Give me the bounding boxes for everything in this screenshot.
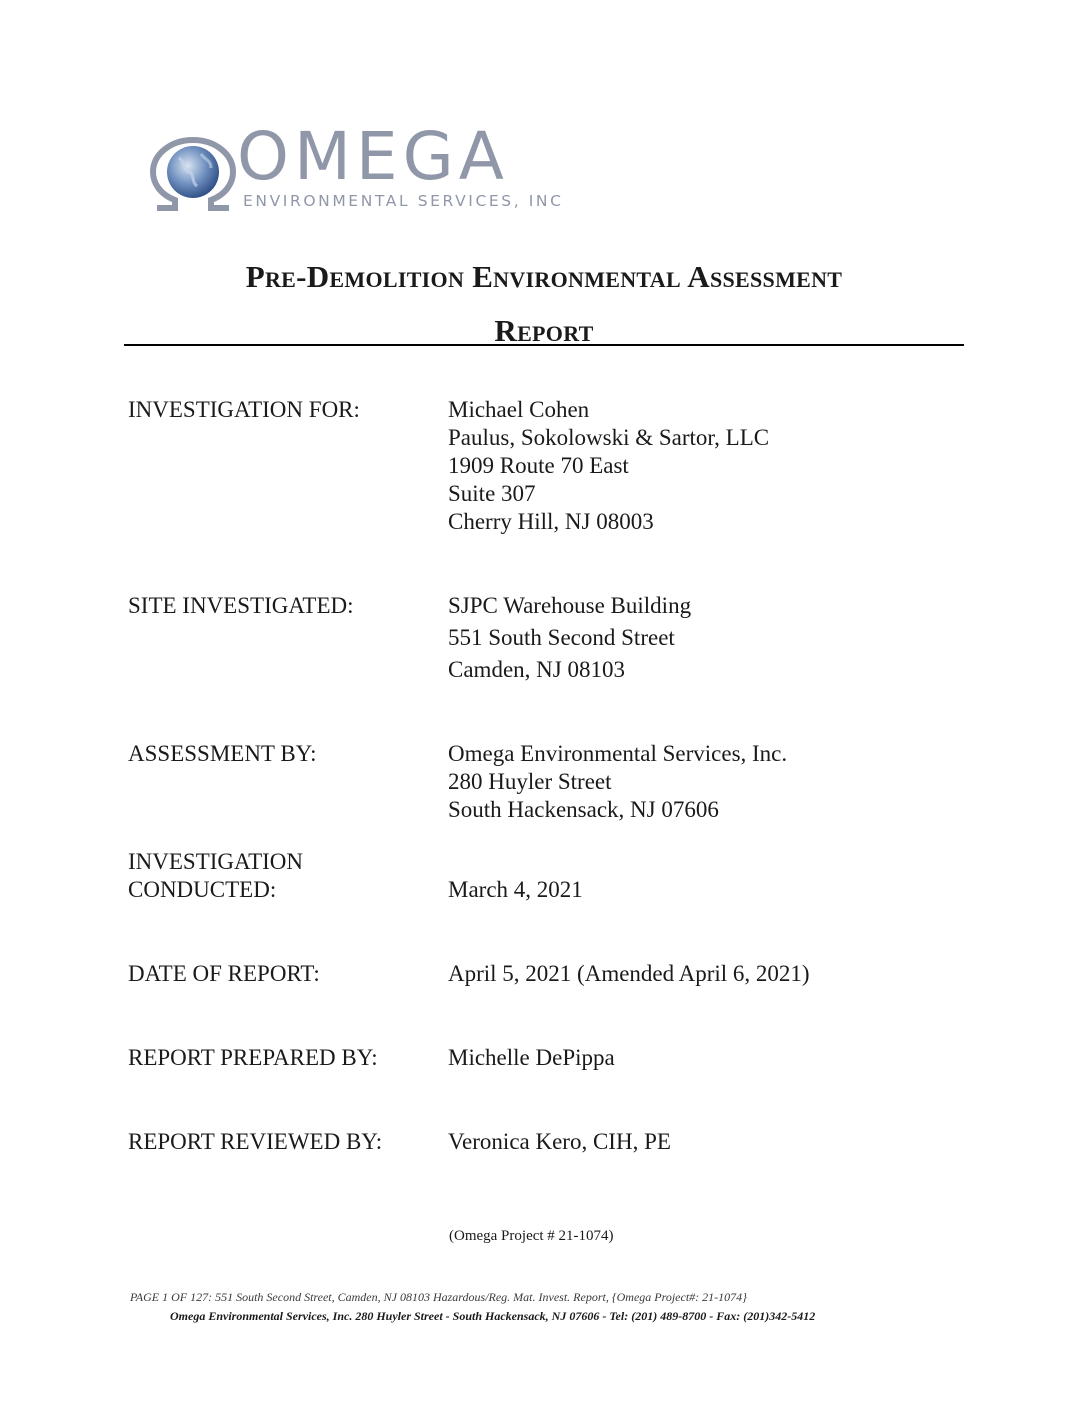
report-title-line1: Pre-Demolition Environmental Assessment xyxy=(245,259,843,294)
investigation-for-line: Michael Cohen xyxy=(448,397,590,422)
investigation-conducted-value: March 4, 2021 xyxy=(448,877,583,902)
assessment-by-line: 280 Huyler Street xyxy=(448,769,612,794)
project-number: (Omega Project # 21-1074) xyxy=(449,1228,614,1244)
company-logo xyxy=(145,118,605,212)
investigation-for-line: Cherry Hill, NJ 08003 xyxy=(448,509,654,534)
report-title xyxy=(124,250,964,358)
investigation-conducted-label-line1: INVESTIGATION xyxy=(128,849,304,874)
investigation-for-line: Suite 307 xyxy=(448,481,536,506)
report-title-line2: Report xyxy=(494,313,594,348)
report-reviewed-by-value: Veronica Kero, CIH, PE xyxy=(448,1129,671,1154)
omega-globe-icon xyxy=(145,136,241,212)
assessment-by-line: Omega Environmental Services, Inc. xyxy=(448,741,788,766)
report-prepared-by-label: REPORT PREPARED BY: xyxy=(128,1045,378,1070)
site-investigated-line: Camden, NJ 08103 xyxy=(448,657,625,682)
investigation-for-line: 1909 Route 70 East xyxy=(448,453,629,478)
assessment-by-line: South Hackensack, NJ 07606 xyxy=(448,797,719,822)
logo-wordmark: OMEGA xyxy=(237,118,509,195)
footer-company-contact: Omega Environmental Services, Inc. 280 Huyler Street - South Hackensack, NJ 07606 - Tel: (201) 489-8700 - Fax: (201)342-5412 xyxy=(170,1309,816,1323)
date-of-report-label: DATE OF REPORT: xyxy=(128,961,320,986)
assessment-by-label: ASSESSMENT BY: xyxy=(128,741,317,766)
site-investigated-label: SITE INVESTIGATED: xyxy=(128,593,354,618)
investigation-conducted-label-line2: CONDUCTED: xyxy=(128,877,277,902)
report-reviewed-by-label: REPORT REVIEWED BY: xyxy=(128,1129,383,1154)
site-investigated-line: 551 South Second Street xyxy=(448,625,675,650)
date-of-report-value: April 5, 2021 (Amended April 6, 2021) xyxy=(448,961,810,986)
investigation-for-line: Paulus, Sokolowski & Sartor, LLC xyxy=(448,425,770,450)
investigation-for-label: INVESTIGATION FOR: xyxy=(128,397,360,422)
title-divider xyxy=(124,344,964,346)
report-prepared-by-value: Michelle DePippa xyxy=(448,1045,615,1070)
logo-subtitle: ENVIRONMENTAL SERVICES, INC xyxy=(243,192,564,210)
footer-page-info: PAGE 1 OF 127: 551 South Second Street, Camden, NJ 08103 Hazardous/Reg. Mat. Invest. Report, {Omega Project#: 21-1074} xyxy=(130,1290,747,1304)
site-investigated-line: SJPC Warehouse Building xyxy=(448,593,692,618)
